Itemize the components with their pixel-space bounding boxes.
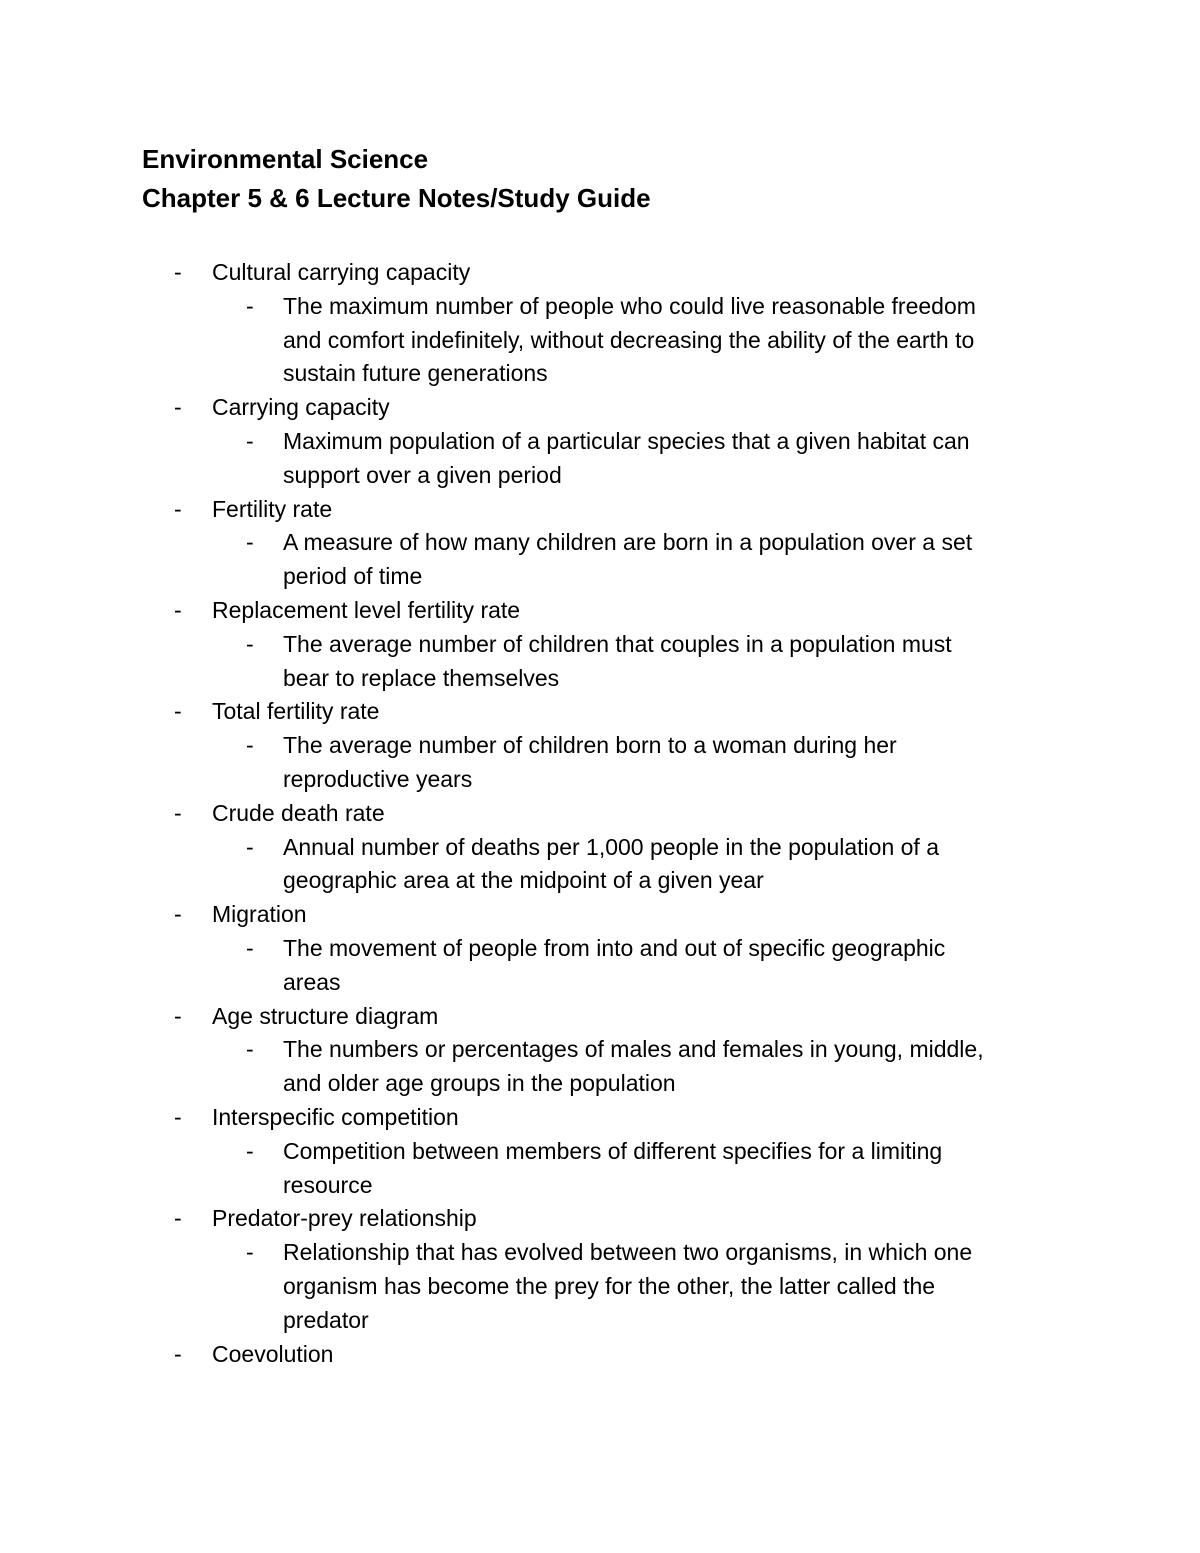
bullet-dash: -	[246, 630, 254, 657]
note-item	[0, 391, 1200, 492]
definition-line: The average number of children born to a woman during her	[283, 732, 897, 759]
definition-line: sustain future generations	[283, 360, 548, 387]
note-definition	[0, 729, 1073, 797]
bullet-dash: -	[174, 495, 182, 522]
definition-list	[212, 831, 1200, 899]
bullet-dash: -	[174, 1103, 182, 1130]
definition-list	[212, 290, 1200, 391]
note-item	[0, 898, 1200, 999]
bullet-dash: -	[246, 833, 254, 860]
definition-line: A measure of how many children are born in a population over a set	[283, 529, 973, 556]
notes-list	[0, 256, 1200, 1371]
definition-line: bear to replace themselves	[283, 664, 560, 691]
note-term: Coevolution	[212, 1340, 334, 1367]
note-definition	[0, 831, 1073, 899]
note-item	[0, 1000, 1200, 1101]
definition-list	[212, 932, 1200, 1000]
definition-line: Competition between members of different specifies for a limiting	[283, 1137, 943, 1164]
bullet-dash: -	[174, 259, 182, 285]
definition-list	[212, 526, 1200, 594]
bullet-dash: -	[174, 799, 182, 826]
definition-line: Maximum population of a particular species that a given habitat can	[283, 427, 970, 454]
definition-list	[212, 1135, 1200, 1203]
bullet-dash: -	[246, 732, 254, 759]
note-definition	[0, 628, 1073, 696]
bullet-dash: -	[174, 901, 182, 928]
note-item	[0, 1338, 1200, 1372]
note-item	[0, 695, 1200, 796]
note-term: Replacement level fertility rate	[212, 596, 521, 623]
note-item	[0, 1202, 1200, 1337]
definition-list	[212, 1033, 1200, 1101]
definition-line: predator	[283, 1306, 369, 1333]
bullet-dash: -	[174, 1205, 182, 1232]
definition-line: resource	[283, 1171, 373, 1198]
definition-line: areas	[283, 968, 341, 995]
bullet-dash: -	[174, 394, 182, 421]
definition-line: period of time	[283, 563, 423, 590]
bullet-dash: -	[174, 698, 182, 725]
bullet-dash: -	[246, 427, 254, 454]
definition-line: The movement of people from into and out of specific geographic	[283, 934, 946, 961]
note-item	[0, 493, 1200, 594]
note-term: Total fertility rate	[212, 698, 380, 725]
bullet-dash: -	[174, 1002, 182, 1029]
document-title: Environmental Science	[142, 144, 429, 174]
bullet-dash: -	[246, 1239, 254, 1266]
note-definition	[0, 1135, 1073, 1203]
bullet-dash: -	[246, 529, 254, 556]
definition-list	[212, 729, 1200, 797]
note-definition	[0, 1236, 1073, 1337]
note-item	[0, 1101, 1200, 1202]
bullet-dash: -	[246, 292, 254, 319]
definition-line: Annual number of deaths per 1,000 people in the population of a	[283, 833, 939, 860]
definition-line: geographic area at the midpoint of a given year	[283, 867, 764, 894]
note-item	[0, 797, 1200, 898]
definition-line: Relationship that has evolved between two organisms, in which one	[283, 1239, 973, 1266]
definition-line: support over a given period	[283, 461, 562, 488]
note-definition	[0, 526, 1073, 594]
note-term: Cultural carrying capacity	[212, 259, 471, 285]
bullet-dash: -	[174, 1340, 182, 1367]
bullet-dash: -	[174, 596, 182, 623]
note-term: Fertility rate	[212, 495, 333, 522]
definition-line: The maximum number of people who could live reasonable freedom	[283, 292, 976, 319]
note-term: Predator-prey relationship	[212, 1205, 477, 1232]
note-definition	[0, 425, 1073, 493]
definition-line: reproductive years	[283, 765, 473, 792]
definition-list	[212, 425, 1200, 493]
note-item	[0, 256, 1200, 391]
note-term: Carrying capacity	[212, 394, 390, 421]
note-definition	[0, 932, 1073, 1000]
definition-line: and older age groups in the population	[283, 1070, 676, 1097]
definition-list	[212, 628, 1200, 696]
definition-list	[212, 1236, 1200, 1337]
bullet-dash: -	[246, 1137, 254, 1164]
note-definition	[0, 290, 1073, 391]
definition-line: and comfort indefinitely, without decreasing the ability of the earth to	[283, 326, 975, 353]
definition-line: The numbers or percentages of males and females in young, middle,	[283, 1036, 984, 1063]
bullet-dash: -	[246, 934, 254, 961]
note-item	[0, 594, 1200, 695]
note-term: Age structure diagram	[212, 1002, 439, 1029]
note-term: Migration	[212, 901, 307, 928]
note-definition	[0, 1033, 1073, 1101]
bullet-dash: -	[246, 1036, 254, 1063]
note-term: Crude death rate	[212, 799, 385, 826]
definition-line: organism has become the prey for the other, the latter called the	[283, 1272, 936, 1299]
document-subtitle: Chapter 5 & 6 Lecture Notes/Study Guide	[142, 183, 651, 213]
note-term: Interspecific competition	[212, 1103, 459, 1130]
definition-line: The average number of children that couples in a population must	[283, 630, 952, 657]
